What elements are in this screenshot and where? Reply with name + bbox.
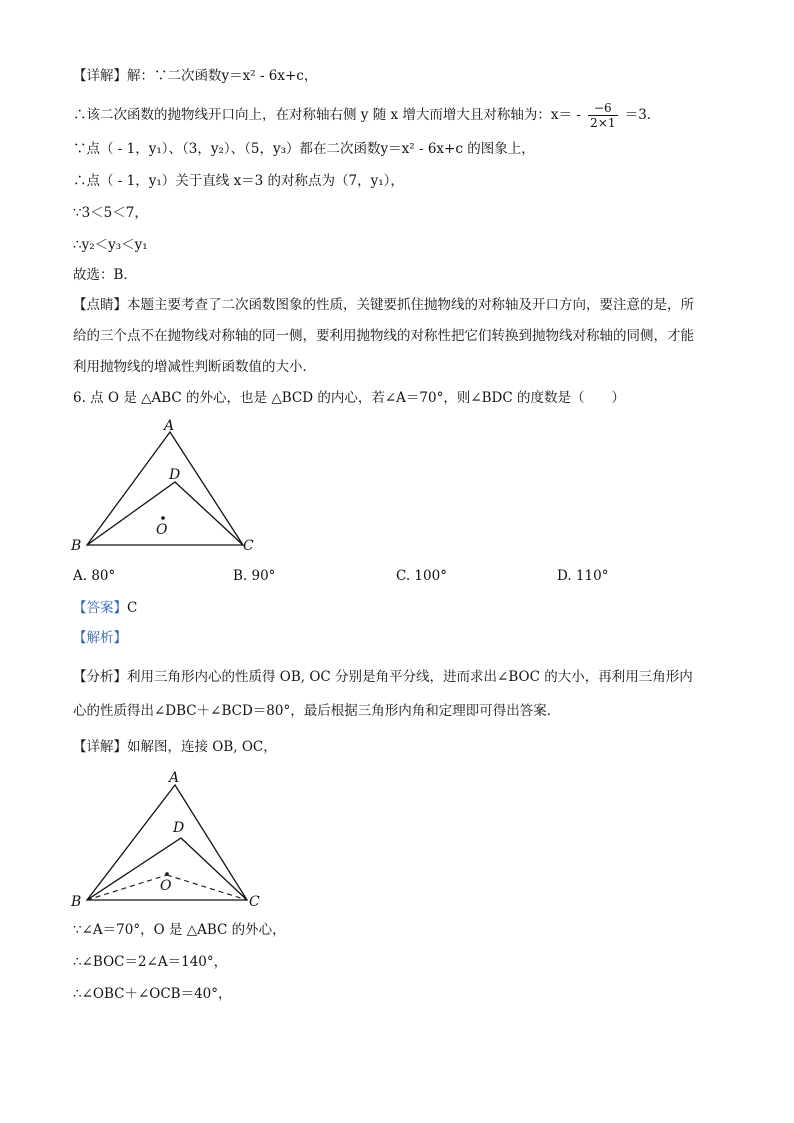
label-o: O xyxy=(156,522,168,538)
label-d: D xyxy=(169,467,181,483)
axis-result: ＝3． xyxy=(624,107,661,123)
solution-label-a: A xyxy=(169,770,180,786)
fraction-denominator: 2×1 xyxy=(590,116,616,130)
label-b: B xyxy=(71,538,82,554)
label-a: A xyxy=(164,418,175,434)
inequality-line: ∵3＜5＜7， xyxy=(73,205,148,221)
segment-oc xyxy=(167,875,247,900)
answer-label: 【答案】 xyxy=(73,600,127,616)
solution-label-c: C xyxy=(249,894,260,910)
axis-fraction xyxy=(588,101,617,130)
comment-line-3: 利用抛物线的增减性判断函数值的大小． xyxy=(73,359,316,375)
solution-point-o xyxy=(165,872,169,876)
points-line: ∵点（ - 1，y₁）、（3，y₂）、（5，y₃）都在二次函数y＝x² - 6x+c 的图象上， xyxy=(73,141,535,157)
axis-text: ∴该二次函数的抛物线开口向上，在对称轴右侧 y 随 x 增大而增大且对称轴为：x＝ - xyxy=(73,107,581,123)
comment-line-1: 【点睛】本题主要考查了二次函数图象的性质，关键要抓住抛物线的对称轴及开口方向，要注意的是，所 xyxy=(73,297,694,313)
axis-of-symmetry-line xyxy=(73,101,660,130)
option-b: B. 90° xyxy=(233,568,276,584)
detail-line: 【详解】如解图，连接 OB, OC， xyxy=(73,739,277,755)
question-figure xyxy=(65,415,285,560)
question-stem: 6. 点 O 是 △ABC 的外心，也是 △BCD 的内心，若∠A＝70°，则∠BDC 的度数是（ ） xyxy=(73,390,625,406)
solution-label-d: D xyxy=(173,820,185,836)
symmetric-point-line: ∴点（ - 1，y₁）关于直线 x＝3 的对称点为（7，y₁）， xyxy=(73,173,404,189)
solution-figure xyxy=(65,765,285,915)
analysis-line-2: 心的性质得出∠DBC＋∠BCD＝80°，最后根据三角形内角和定理即可得出答案． xyxy=(73,703,561,719)
option-a: A. 80° xyxy=(73,568,116,584)
analysis-line-1: 【分析】利用三角形内心的性质得 OB, OC 分别是角平分线，进而求出∠BOC 的大小，再利用三角形内 xyxy=(73,669,693,685)
detail-intro: 【详解】解：∵二次函数y＝x² - 6x+c， xyxy=(73,68,318,84)
point-o xyxy=(161,516,165,520)
label-c: C xyxy=(243,538,254,554)
fraction-numerator: −6 xyxy=(588,101,617,116)
step-line-3: ∴∠OBC＋∠OCB＝40°， xyxy=(73,986,232,1002)
answer-value: C xyxy=(127,600,138,616)
result-line: ∴y₂＜y₃＜y₁ xyxy=(73,237,148,253)
solution-label-b: B xyxy=(71,894,82,910)
step-line-1: ∵∠A＝70°，O 是 △ABC 的外心， xyxy=(73,922,286,938)
analysis-label: 【解析】 xyxy=(73,630,127,646)
option-c: C. 100° xyxy=(396,568,447,584)
comment-line-2: 给的三个点不在抛物线对称轴的同一侧，要利用抛物线的对称性把它们转换到抛物线对称轴的同侧，才能 xyxy=(73,328,694,344)
segment-ob xyxy=(87,875,167,900)
step-line-2: ∴∠BOC＝2∠A＝140°， xyxy=(73,954,228,970)
choice-line: 故选：B． xyxy=(73,267,137,283)
option-d: D. 110° xyxy=(557,568,609,584)
answer-line xyxy=(73,598,137,618)
solution-label-o: O xyxy=(160,878,172,894)
